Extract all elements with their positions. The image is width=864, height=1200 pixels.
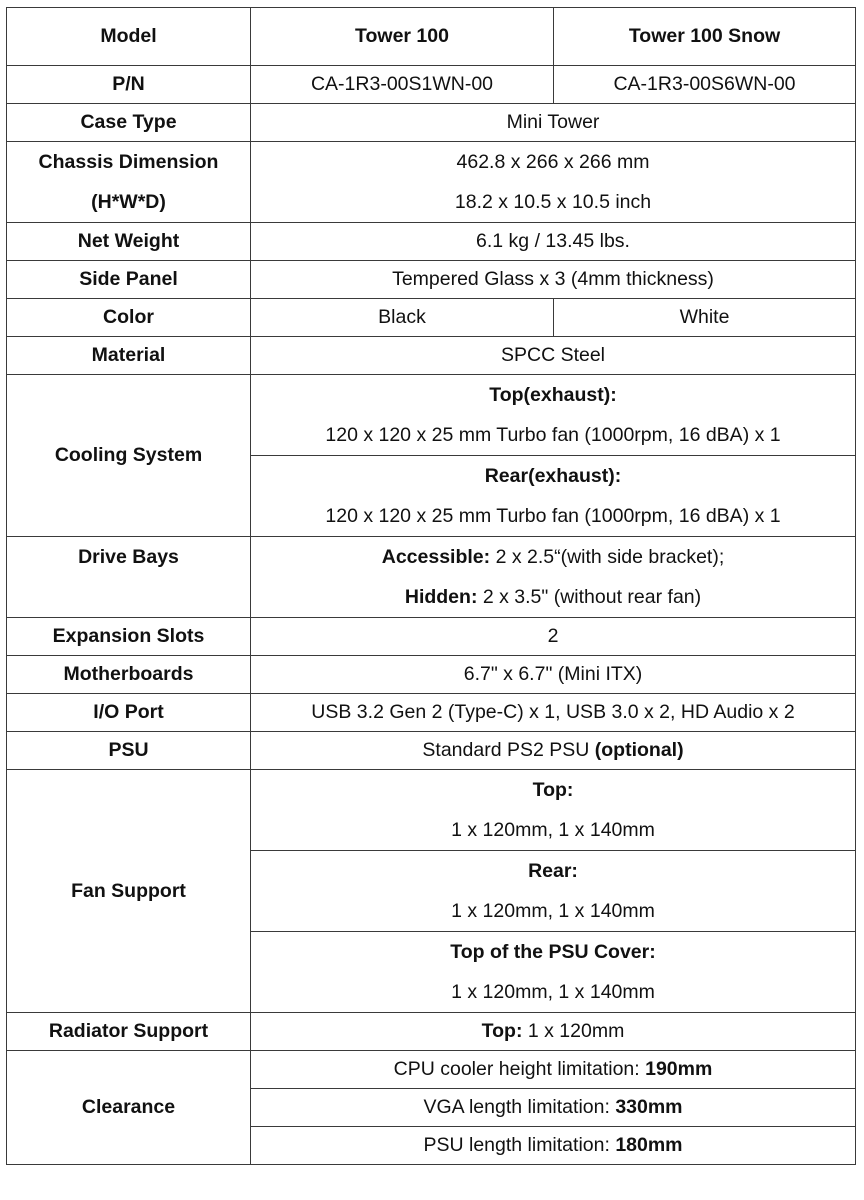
fan-support-rear-title: Rear: [528, 860, 578, 882]
psu-value-text: Standard PS2 PSU [422, 739, 595, 762]
fan-support-label: Fan Support [7, 770, 251, 1013]
drive-bays-row [7, 537, 856, 618]
color-tower-100-snow: White [554, 299, 856, 337]
fan-support-row-top [7, 770, 856, 851]
drive-bays-hidden-label: Hidden: [404, 586, 478, 608]
cooling-top-value: 120 x 120 x 25 mm Turbo fan (1000rpm, 16 dBA) x 1 [325, 424, 781, 446]
radiator-row [7, 1013, 856, 1051]
drive-bays-accessible-value: 2 x 2.5“(with side bracket); [490, 546, 725, 568]
io-port-value: USB 3.2 Gen 2 (Type-C) x 1, USB 3.0 x 2, HD Audio x 2 [251, 694, 856, 732]
radiator-value [251, 1013, 856, 1051]
drive-bays-hidden-value: 2 x 3.5" (without rear fan) [477, 586, 702, 608]
pn-tower-100-snow: CA-1R3-00S6WN-00 [554, 66, 856, 104]
drive-bays-hidden [255, 577, 851, 617]
cooling-rear-value: 120 x 120 x 25 mm Turbo fan (1000rpm, 16 dBA) x 1 [325, 505, 781, 527]
clearance-vga-value: 330mm [615, 1096, 683, 1119]
clearance-psu-value: 180mm [615, 1134, 683, 1157]
fan-support-top-value: 1 x 120mm, 1 x 140mm [451, 819, 655, 841]
clearance-cpu-text: CPU cooler height limitation: [393, 1058, 646, 1081]
clearance-vga [251, 1089, 856, 1127]
net-weight-label: Net Weight [7, 223, 251, 261]
side-panel-value: Tempered Glass x 3 (4mm thickness) [251, 261, 856, 299]
psu-label: PSU [7, 732, 251, 770]
cooling-row-top [7, 375, 856, 456]
fan-support-psu-value: 1 x 120mm, 1 x 140mm [451, 981, 655, 1003]
io-port-row [7, 694, 856, 732]
clearance-row-cpu [7, 1051, 856, 1089]
expansion-label: Expansion Slots [7, 618, 251, 656]
clearance-label: Clearance [7, 1051, 251, 1165]
expansion-value: 2 [251, 618, 856, 656]
drive-bays-accessible-label: Accessible: [381, 546, 491, 568]
cooling-rear-cell [251, 456, 856, 537]
chassis-mm: 462.8 x 266 x 266 mm [456, 151, 650, 173]
io-port-label: I/O Port [7, 694, 251, 732]
motherboards-row [7, 656, 856, 694]
pn-row [7, 66, 856, 104]
expansion-row [7, 618, 856, 656]
case-type-value: Mini Tower [251, 104, 856, 142]
material-label: Material [7, 337, 251, 375]
clearance-psu [251, 1127, 856, 1165]
fan-support-psu-cell [251, 932, 856, 1013]
motherboards-label: Motherboards [7, 656, 251, 694]
chassis-row [7, 142, 856, 223]
material-value: SPCC Steel [251, 337, 856, 375]
header-model-label: Model [7, 8, 251, 66]
header-tower-100: Tower 100 [251, 8, 554, 66]
drive-bays-label: Drive Bays [7, 537, 251, 618]
color-label: Color [7, 299, 251, 337]
cooling-top-cell [251, 375, 856, 456]
header-row [7, 8, 856, 66]
clearance-vga-text: VGA length limitation: [423, 1096, 616, 1119]
side-panel-label: Side Panel [7, 261, 251, 299]
case-type-row [7, 104, 856, 142]
fan-support-top-title: Top: [532, 779, 574, 801]
clearance-cpu-value: 190mm [645, 1058, 713, 1081]
pn-label: P/N [7, 66, 251, 104]
cooling-top-title: Top(exhaust): [489, 384, 617, 406]
fan-support-psu-title: Top of the PSU Cover: [450, 941, 656, 963]
net-weight-row [7, 223, 856, 261]
chassis-value [251, 142, 856, 223]
cooling-label: Cooling System [7, 375, 251, 537]
net-weight-value: 6.1 kg / 13.45 lbs. [251, 223, 856, 261]
radiator-label: Radiator Support [7, 1013, 251, 1051]
radiator-top-value: 1 x 120mm [522, 1020, 625, 1043]
fan-support-top-cell [251, 770, 856, 851]
drive-bays-accessible [255, 537, 851, 577]
chassis-label-line1: Chassis Dimension [38, 151, 219, 173]
material-row [7, 337, 856, 375]
pn-tower-100: CA-1R3-00S1WN-00 [251, 66, 554, 104]
chassis-inch: 18.2 x 10.5 x 10.5 inch [454, 191, 652, 213]
cooling-rear-title: Rear(exhaust): [484, 465, 622, 487]
header-tower-100-snow: Tower 100 Snow [554, 8, 856, 66]
fan-support-rear-value: 1 x 120mm, 1 x 140mm [451, 900, 655, 922]
clearance-cpu [251, 1051, 856, 1089]
spec-table [6, 7, 856, 1165]
color-tower-100: Black [251, 299, 554, 337]
color-row [7, 299, 856, 337]
chassis-label [7, 142, 251, 223]
fan-support-rear-cell [251, 851, 856, 932]
case-type-label: Case Type [7, 104, 251, 142]
side-panel-row [7, 261, 856, 299]
psu-optional-note: (optional) [594, 739, 684, 762]
chassis-label-line2: (H*W*D) [91, 191, 166, 213]
drive-bays-value [251, 537, 856, 618]
radiator-top-label: Top: [481, 1020, 523, 1043]
motherboards-value: 6.7" x 6.7" (Mini ITX) [251, 656, 856, 694]
psu-row [7, 732, 856, 770]
psu-value [251, 732, 856, 770]
clearance-psu-text: PSU length limitation: [423, 1134, 616, 1157]
